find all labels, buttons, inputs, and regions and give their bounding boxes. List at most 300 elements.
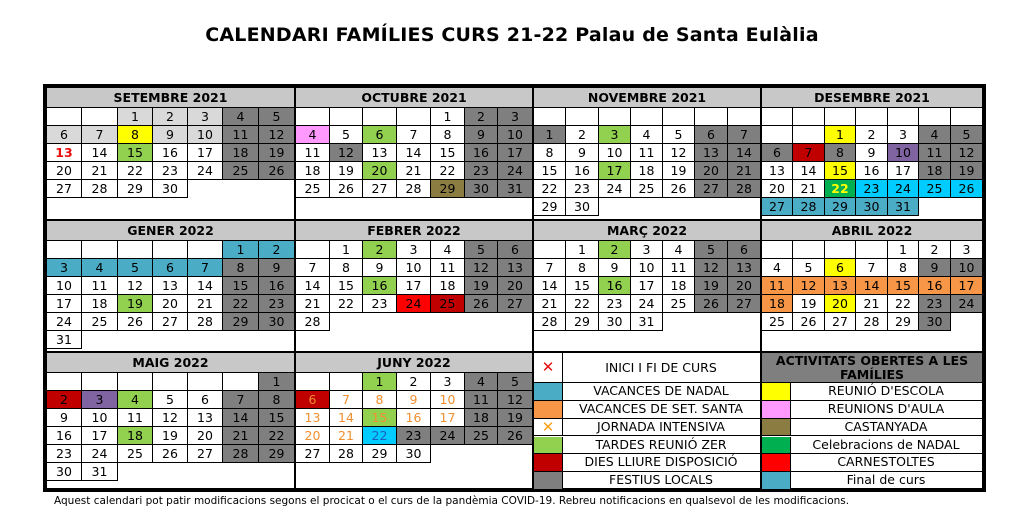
day-cell: 1 (431, 108, 465, 126)
day-cell: 15 (118, 144, 153, 162)
day-cell: 12 (498, 391, 532, 409)
day-cell: 1 (330, 241, 363, 259)
day-cell (82, 241, 118, 259)
day-cell: 8 (825, 144, 856, 162)
footnote: Aquest calendari pot patir modificacions segons el procicat o el curs de la pandèmia COVID-19. Rebreu notificacions en qualsevol de les modificacions. (54, 495, 850, 507)
day-cell: 15 (223, 277, 259, 295)
day-cell: 14 (534, 277, 566, 295)
day-cell: 11 (296, 144, 330, 162)
color-swatch (762, 454, 791, 471)
day-cell: 17 (631, 277, 663, 295)
day-cell: 6 (188, 391, 223, 409)
activities-header: ACTIVITATS OBERTES A LES FAMÍLIES (762, 353, 982, 383)
day-cell: 27 (728, 295, 760, 313)
day-cell: 3 (47, 259, 82, 277)
day-cell: 7 (82, 126, 118, 144)
day-cell: 21 (856, 295, 888, 313)
legend-label: JORNADA INTENSIVA (597, 418, 725, 434)
day-cell: 9 (919, 259, 951, 277)
day-cell: 13 (695, 144, 728, 162)
day-cell: 20 (296, 427, 330, 445)
day-cell: 16 (363, 277, 397, 295)
day-cell: 5 (259, 108, 294, 126)
day-cell: 28 (534, 313, 566, 331)
day-cell: 17 (888, 162, 919, 180)
day-cell: 14 (223, 409, 259, 427)
day-cell: 31 (47, 331, 82, 349)
day-cell: 26 (118, 313, 153, 331)
day-cell: 3 (188, 108, 223, 126)
day-cell: 1 (363, 373, 397, 391)
day-cell: 18 (465, 409, 498, 427)
legend-label: INICI I FI DE CURS (605, 360, 717, 375)
day-cell: 15 (330, 277, 363, 295)
day-cell (728, 108, 760, 126)
day-cell: 10 (599, 144, 631, 162)
day-cell: 14 (856, 277, 888, 295)
day-cell: 29 (118, 180, 153, 198)
month-block (46, 87, 295, 220)
day-cell: 20 (153, 295, 188, 313)
legend-row (762, 419, 982, 437)
day-cell: 30 (566, 198, 599, 216)
day-cell: 19 (498, 409, 532, 427)
day-cell: 5 (330, 126, 363, 144)
day-cell: 23 (363, 295, 397, 313)
legend-label: VACANCES DE SET. SANTA (579, 400, 743, 416)
day-cell (397, 108, 431, 126)
day-cell: 16 (465, 144, 498, 162)
day-cell: 2 (397, 373, 431, 391)
day-cell: 29 (223, 313, 259, 331)
day-cell: 14 (188, 277, 223, 295)
day-cell: 20 (728, 277, 760, 295)
day-cell: 11 (82, 277, 118, 295)
day-cell: 19 (793, 295, 825, 313)
day-cell: 29 (363, 445, 397, 463)
day-cell: 21 (296, 295, 330, 313)
legend-label: Final de curs (846, 472, 926, 488)
day-cell: 23 (465, 162, 498, 180)
day-cell: 10 (431, 391, 465, 409)
day-cell: 30 (599, 313, 631, 331)
day-cell (296, 373, 330, 391)
day-cell: 4 (919, 126, 951, 144)
legend-row (534, 437, 760, 455)
day-cell (762, 241, 793, 259)
day-cell: 7 (397, 126, 431, 144)
legend-label: REUNIONS D'AULA (827, 400, 945, 416)
day-cell: 28 (330, 445, 363, 463)
day-cell: 5 (951, 126, 982, 144)
day-cell: 20 (363, 162, 397, 180)
day-cell: 13 (47, 144, 82, 162)
color-swatch (762, 472, 791, 489)
day-cell: 5 (118, 259, 153, 277)
day-cell: 18 (431, 277, 465, 295)
day-cell: 16 (259, 277, 294, 295)
day-cell: 7 (188, 259, 223, 277)
calendar-frame (43, 84, 986, 492)
day-cell: 18 (919, 162, 951, 180)
day-cell: 19 (695, 277, 728, 295)
day-cell: 15 (566, 277, 599, 295)
day-cell (631, 108, 663, 126)
day-cell: 4 (762, 259, 793, 277)
day-cell: 24 (599, 180, 631, 198)
day-cell: 10 (631, 259, 663, 277)
month-title: DESEMBRE 2021 (762, 88, 982, 108)
day-cell: 17 (397, 277, 431, 295)
day-cell: 22 (330, 295, 363, 313)
color-swatch (534, 383, 563, 400)
day-cell (793, 241, 825, 259)
day-cell: 22 (888, 295, 919, 313)
legend-label: REUNIÓ D'ESCOLA (828, 383, 944, 398)
day-cell: 22 (223, 295, 259, 313)
day-cell: 1 (825, 126, 856, 144)
day-cell: 22 (825, 180, 856, 198)
day-cell: 25 (762, 313, 793, 331)
day-cell: 6 (728, 241, 760, 259)
day-cell: 29 (431, 180, 465, 198)
day-cell (153, 241, 188, 259)
color-swatch (762, 419, 791, 436)
day-cell: 23 (259, 295, 294, 313)
day-cell: 9 (599, 259, 631, 277)
day-cell: 12 (259, 126, 294, 144)
day-cell: 5 (465, 241, 498, 259)
day-cell: 2 (566, 126, 599, 144)
day-cell: 25 (118, 445, 153, 463)
day-cell: 12 (118, 277, 153, 295)
day-cell: 16 (47, 427, 82, 445)
day-cell: 2 (259, 241, 294, 259)
day-cell: 18 (296, 162, 330, 180)
day-cell: 13 (153, 277, 188, 295)
day-cell: 27 (188, 445, 223, 463)
day-cell: 30 (397, 445, 431, 463)
day-cell: 28 (82, 180, 118, 198)
day-cell: 11 (223, 126, 259, 144)
day-cell: 20 (762, 180, 793, 198)
day-cell: 15 (825, 162, 856, 180)
month-block (46, 220, 295, 352)
day-cell: 8 (259, 391, 294, 409)
day-cell: 26 (793, 313, 825, 331)
month-title: ABRIL 2022 (762, 221, 982, 241)
day-cell: 18 (223, 144, 259, 162)
day-cell: 18 (118, 427, 153, 445)
day-cell (296, 108, 330, 126)
legend-label: DIES LLIURE DISPOSICIÓ (584, 454, 738, 470)
day-cell: 10 (888, 144, 919, 162)
day-cell: 10 (82, 409, 118, 427)
day-cell: 15 (259, 409, 294, 427)
day-cell: 5 (153, 391, 188, 409)
day-cell: 6 (296, 391, 330, 409)
day-cell: 25 (431, 295, 465, 313)
day-cell: 19 (118, 295, 153, 313)
day-cell: 5 (695, 241, 728, 259)
day-cell: 30 (47, 463, 82, 481)
day-cell: 3 (498, 108, 532, 126)
day-cell: 26 (951, 180, 982, 198)
day-cell: 26 (153, 445, 188, 463)
day-cell: 24 (631, 295, 663, 313)
day-cell: 16 (919, 277, 951, 295)
day-cell: 9 (465, 126, 498, 144)
legend-row (762, 437, 982, 455)
day-cell: 30 (856, 198, 888, 216)
day-cell: 14 (82, 144, 118, 162)
day-cell: 1 (259, 373, 294, 391)
day-cell (566, 108, 599, 126)
day-cell: 6 (762, 144, 793, 162)
day-cell: 24 (951, 295, 982, 313)
day-cell: 29 (534, 198, 566, 216)
day-cell: 7 (534, 259, 566, 277)
day-cell: 22 (566, 295, 599, 313)
day-cell (888, 108, 919, 126)
day-cell: 6 (825, 259, 856, 277)
day-cell: 6 (695, 126, 728, 144)
day-cell: 27 (825, 313, 856, 331)
legend-row (762, 383, 982, 401)
day-cell: 27 (762, 198, 793, 216)
day-cell: 10 (951, 259, 982, 277)
legend-row (762, 472, 982, 490)
month-block (761, 220, 983, 352)
day-cell: 27 (47, 180, 82, 198)
day-cell (534, 108, 566, 126)
legend-row (762, 454, 982, 472)
month-title: GENER 2022 (47, 221, 294, 241)
day-cell: 22 (363, 427, 397, 445)
month-title: JUNY 2022 (296, 353, 532, 373)
day-cell: 17 (951, 277, 982, 295)
day-cell: 20 (695, 162, 728, 180)
day-cell (47, 373, 82, 391)
day-cell: 13 (825, 277, 856, 295)
day-cell: 26 (259, 162, 294, 180)
day-cell: 23 (599, 295, 631, 313)
day-cell: 11 (762, 277, 793, 295)
day-cell: 18 (631, 162, 663, 180)
day-cell: 11 (919, 144, 951, 162)
day-cell: 3 (397, 241, 431, 259)
day-cell: 13 (762, 162, 793, 180)
legend-row (534, 419, 760, 437)
day-cell (599, 108, 631, 126)
day-cell: 7 (793, 144, 825, 162)
day-cell: 12 (465, 259, 498, 277)
day-cell: 14 (793, 162, 825, 180)
legend-row (534, 401, 760, 419)
day-cell: 21 (534, 295, 566, 313)
day-cell: 14 (296, 277, 330, 295)
day-cell: 8 (534, 144, 566, 162)
day-cell (363, 108, 397, 126)
day-cell: 24 (888, 180, 919, 198)
day-cell: 11 (663, 259, 695, 277)
legend-label: VACANCES DE NADAL (593, 383, 729, 398)
day-cell: 16 (599, 277, 631, 295)
day-cell: 6 (498, 241, 532, 259)
day-cell: 4 (631, 126, 663, 144)
day-cell: 9 (363, 259, 397, 277)
day-cell: 21 (728, 162, 760, 180)
color-swatch (534, 437, 563, 454)
day-cell: 13 (296, 409, 330, 427)
day-cell: 2 (465, 108, 498, 126)
day-cell: 4 (431, 241, 465, 259)
day-cell: 12 (663, 144, 695, 162)
day-cell: 11 (431, 259, 465, 277)
day-cell (793, 108, 825, 126)
day-cell: 25 (631, 180, 663, 198)
day-cell: 31 (631, 313, 663, 331)
day-cell: 15 (431, 144, 465, 162)
day-cell: 20 (825, 295, 856, 313)
legend-label: FESTIUS LOCALS (609, 472, 713, 488)
day-cell: 16 (566, 162, 599, 180)
day-cell: 7 (728, 126, 760, 144)
day-cell: 26 (465, 295, 498, 313)
day-cell: 21 (223, 427, 259, 445)
day-cell: 18 (82, 295, 118, 313)
month-title: OCTUBRE 2021 (296, 88, 532, 108)
day-cell: 11 (118, 409, 153, 427)
month-title: NOVEMBRE 2021 (534, 88, 760, 108)
day-cell: 3 (82, 391, 118, 409)
day-cell: 17 (47, 295, 82, 313)
day-cell (153, 373, 188, 391)
color-swatch (762, 401, 791, 418)
day-cell (919, 108, 951, 126)
day-cell: 16 (397, 409, 431, 427)
day-cell: 24 (188, 162, 223, 180)
day-cell: 4 (296, 126, 330, 144)
month-block (533, 220, 761, 352)
day-cell: 14 (330, 409, 363, 427)
day-cell: 22 (259, 427, 294, 445)
page-title: CALENDARI FAMÍLIES CURS 21-22 Palau de Santa Eulàlia (205, 24, 819, 46)
day-cell: 26 (330, 180, 363, 198)
x-mark-icon: ✕ (534, 419, 563, 436)
day-cell: 16 (856, 162, 888, 180)
day-cell: 29 (259, 445, 294, 463)
day-cell: 15 (888, 277, 919, 295)
day-cell: 23 (566, 180, 599, 198)
day-cell (762, 126, 793, 144)
day-cell: 17 (82, 427, 118, 445)
day-cell: 31 (498, 180, 532, 198)
day-cell: 4 (82, 259, 118, 277)
month-block (295, 220, 533, 352)
month-title: SETEMBRE 2021 (47, 88, 294, 108)
day-cell: 28 (296, 313, 330, 331)
day-cell: 1 (223, 241, 259, 259)
day-cell: 10 (498, 126, 532, 144)
day-cell: 29 (566, 313, 599, 331)
day-cell: 29 (888, 313, 919, 331)
color-swatch (534, 472, 563, 489)
month-title: MAIG 2022 (47, 353, 294, 373)
day-cell: 4 (465, 373, 498, 391)
day-cell: 3 (431, 373, 465, 391)
day-cell: 22 (118, 162, 153, 180)
day-cell: 15 (363, 409, 397, 427)
day-cell: 26 (695, 295, 728, 313)
day-cell: 4 (223, 108, 259, 126)
day-cell: 1 (118, 108, 153, 126)
day-cell (296, 241, 330, 259)
day-cell: 8 (431, 126, 465, 144)
day-cell: 14 (728, 144, 760, 162)
day-cell: 23 (153, 162, 188, 180)
day-cell (82, 108, 118, 126)
day-cell (762, 108, 793, 126)
day-cell (663, 108, 695, 126)
day-cell (82, 373, 118, 391)
day-cell: 24 (47, 313, 82, 331)
day-cell (951, 108, 982, 126)
day-cell: 2 (856, 126, 888, 144)
day-cell: 5 (663, 126, 695, 144)
day-cell: 6 (363, 126, 397, 144)
day-cell: 21 (793, 180, 825, 198)
day-cell: 24 (431, 427, 465, 445)
month-title: MARÇ 2022 (534, 221, 760, 241)
color-swatch (534, 401, 563, 418)
day-cell: 4 (663, 241, 695, 259)
day-cell: 19 (951, 162, 982, 180)
day-cell: 12 (330, 144, 363, 162)
day-cell: 8 (223, 259, 259, 277)
legend-label: TARDES REUNIÓ ZER (595, 436, 727, 452)
day-cell: 27 (363, 180, 397, 198)
day-cell: 27 (695, 180, 728, 198)
day-cell (330, 108, 363, 126)
day-cell: 26 (498, 427, 532, 445)
day-cell: 6 (153, 259, 188, 277)
day-cell: 21 (330, 427, 363, 445)
month-block (761, 87, 983, 220)
day-cell: 2 (153, 108, 188, 126)
legend-label: CARNESTOLTES (837, 454, 935, 470)
day-cell: 7 (856, 259, 888, 277)
day-cell: 28 (188, 313, 223, 331)
day-cell: 29 (825, 198, 856, 216)
day-cell: 30 (259, 313, 294, 331)
day-cell: 30 (153, 180, 188, 198)
day-cell: 2 (363, 241, 397, 259)
legend-row (534, 454, 760, 472)
day-cell: 7 (330, 391, 363, 409)
day-cell: 8 (118, 126, 153, 144)
month-title: FEBRER 2022 (296, 221, 532, 241)
day-cell (825, 108, 856, 126)
day-cell: 24 (397, 295, 431, 313)
day-cell: 25 (919, 180, 951, 198)
day-cell: 5 (498, 373, 532, 391)
day-cell: 19 (153, 427, 188, 445)
day-cell (534, 241, 566, 259)
day-cell: 25 (296, 180, 330, 198)
day-cell: 21 (188, 295, 223, 313)
legend-label: Celebracions de NADAL (812, 436, 960, 452)
